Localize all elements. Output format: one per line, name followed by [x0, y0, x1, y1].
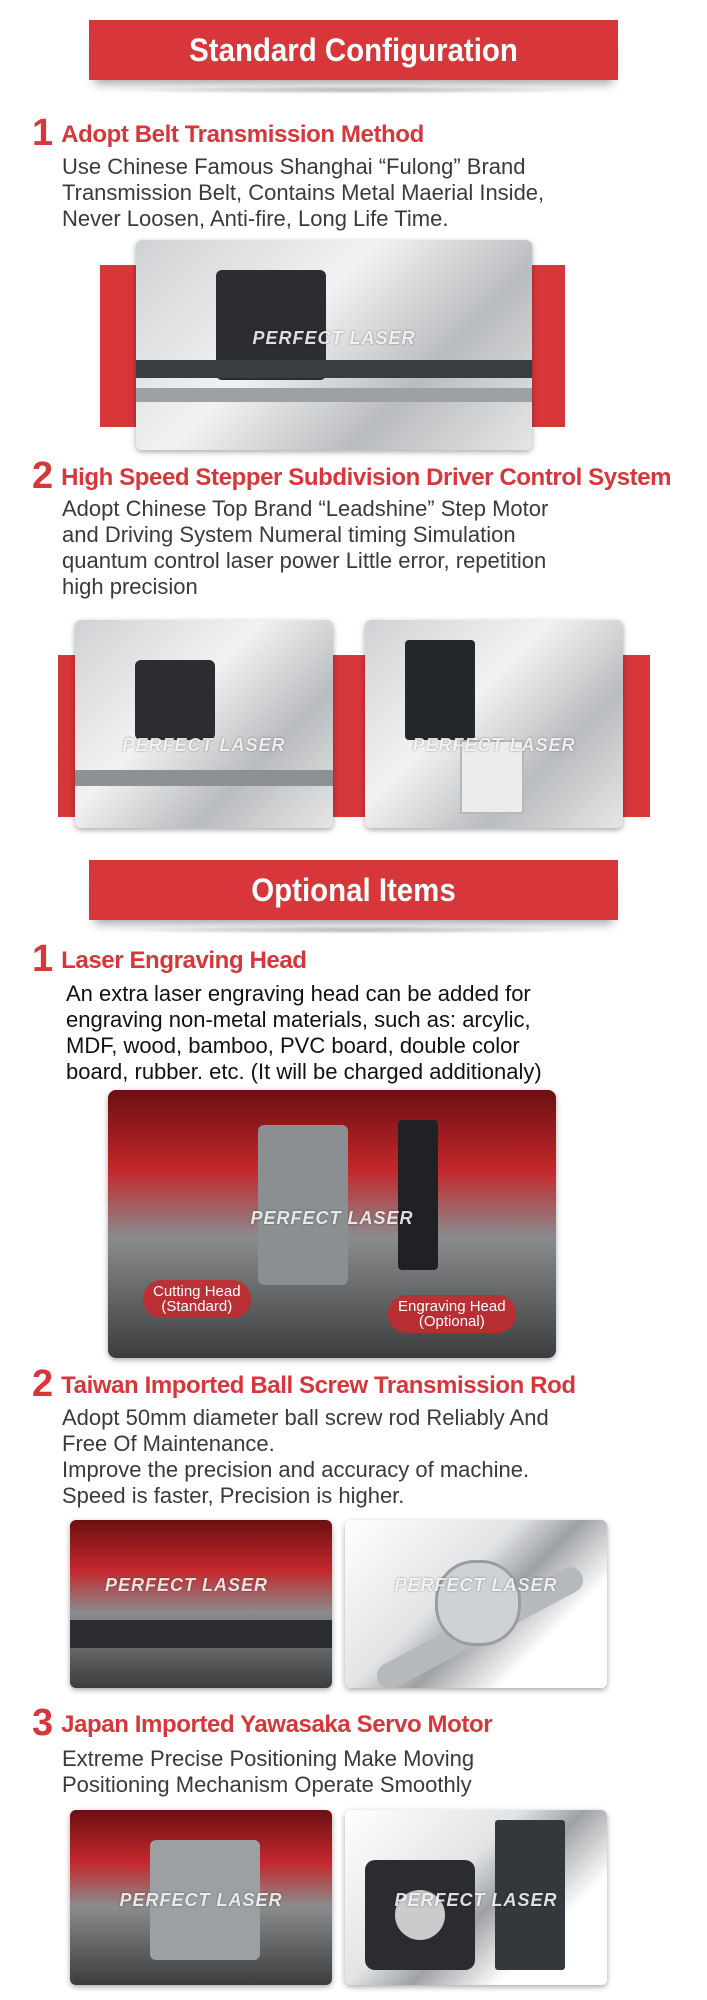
standard-configuration-banner: Standard Configuration — [89, 20, 618, 80]
motor-shape — [135, 660, 215, 740]
description-line: Adopt 50mm diameter ball screw rod Reliably And — [62, 1405, 549, 1430]
description-line: Transmission Belt, Contains Metal Maerial Inside, — [62, 180, 545, 205]
watermark-text: PERFECT LASER — [105, 1575, 269, 1595]
watermark-text: PERFECT LASER — [119, 1890, 283, 1910]
optional-item-1-description — [66, 981, 686, 1085]
belt-shape — [136, 360, 532, 378]
description-line: high precision — [62, 574, 198, 599]
description-line: Extreme Precise Positioning Make Moving — [62, 1746, 475, 1771]
ball-nut-shape — [435, 1560, 521, 1646]
cutting-head-shape — [258, 1125, 348, 1285]
machine-bed-shape — [70, 1620, 332, 1648]
watermark-text: PERFECT LASER — [394, 1890, 558, 1910]
driver-shape — [405, 640, 475, 740]
stepper-motor-photo — [75, 620, 333, 828]
watermark-text: PERFECT LASER — [412, 735, 576, 755]
optional-item-2-heading — [32, 1363, 576, 1406]
item-title: Adopt Belt Transmission Method — [61, 121, 424, 148]
ball-screw-machine-photo — [70, 1520, 332, 1688]
item-title: Taiwan Imported Ball Screw Transmission Rod — [61, 1372, 576, 1399]
driver-system-photo — [365, 620, 623, 828]
description-line: Positioning Mechanism Operate Smoothly — [62, 1772, 472, 1797]
item-number: 1 — [32, 938, 54, 980]
watermark-text: PERFECT LASER — [122, 735, 286, 755]
engraving-head-shape — [398, 1120, 438, 1270]
optional-item-3-heading — [32, 1702, 492, 1745]
ball-screw-rod-photo — [345, 1520, 607, 1688]
description-line: Improve the precision and accuracy of machine. — [62, 1457, 530, 1482]
optional-item-3-description — [62, 1746, 682, 1798]
optional-item-1-heading — [32, 938, 307, 981]
optional-item-2-description — [62, 1405, 682, 1509]
item-number: 2 — [32, 455, 54, 497]
item-title: High Speed Stepper Subdivision Driver Control System — [61, 464, 672, 491]
item-number: 1 — [32, 112, 54, 154]
optional-items-banner: Optional Items — [89, 860, 618, 920]
rod-shape — [75, 770, 333, 786]
item-number: 3 — [32, 1702, 54, 1744]
standard-item-1-heading — [32, 112, 424, 155]
description-line: Adopt Chinese Top Brand “Leadshine” Step Motor — [62, 496, 549, 521]
item-title: Laser Engraving Head — [61, 947, 307, 974]
description-line: engraving non-metal materials, such as: arcylic, — [66, 1007, 531, 1032]
belt-transmission-photo — [136, 240, 532, 450]
laser-heads-photo — [108, 1090, 556, 1358]
watermark-text: PERFECT LASER — [252, 328, 416, 348]
item-number: 2 — [32, 1363, 54, 1405]
standard-item-2-description — [62, 496, 682, 600]
watermark-text: PERFECT LASER — [394, 1575, 558, 1595]
watermark-text: PERFECT LASER — [250, 1208, 414, 1228]
engraving-head-label: Engraving Head (Optional) — [388, 1295, 516, 1333]
standard-item-2-heading — [32, 455, 671, 498]
cutting-head-label: Cutting Head (Standard) — [143, 1280, 251, 1318]
item-title: Japan Imported Yawasaka Servo Motor — [61, 1711, 493, 1738]
description-line: Use Chinese Famous Shanghai “Fulong” Brand — [62, 154, 526, 179]
description-line: quantum control laser power Little error, repetition — [62, 548, 547, 573]
description-line: Free Of Maintenance. — [62, 1431, 275, 1456]
description-line: An extra laser engraving head can be added for — [66, 981, 531, 1006]
servo-motor-machine-photo — [70, 1810, 332, 1985]
description-line: Speed is faster, Precision is higher. — [62, 1483, 405, 1508]
standard-item-1-description — [62, 154, 682, 232]
description-line: Never Loosen, Anti-fire, Long Life Time. — [62, 206, 449, 231]
description-line: board, rubber. etc. (It will be charged additionaly) — [66, 1059, 542, 1084]
rail-shape — [136, 388, 532, 402]
description-line: and Driving System Numeral timing Simulation — [62, 522, 516, 547]
servo-motor-kit-photo — [345, 1810, 607, 1985]
description-line: MDF, wood, bamboo, PVC board, double color — [66, 1033, 520, 1058]
